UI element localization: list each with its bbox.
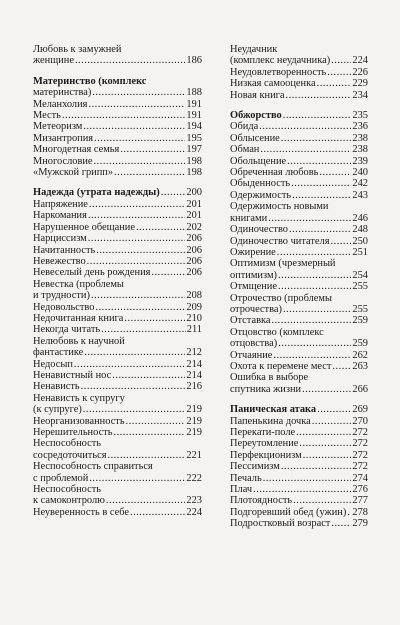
page-number: 272 bbox=[352, 449, 368, 461]
leader-dots bbox=[75, 55, 185, 66]
index-entry-line: Нелюбовь к научной bbox=[33, 335, 125, 347]
index-entry bbox=[33, 404, 202, 415]
leader-dots bbox=[96, 245, 185, 256]
leader-dots bbox=[289, 224, 351, 235]
index-entry bbox=[230, 190, 368, 201]
index-entry-label: Наркомания bbox=[33, 210, 87, 222]
leader-dots bbox=[303, 450, 352, 461]
index-entry bbox=[230, 507, 368, 518]
index-entry bbox=[33, 144, 202, 155]
leader-dots bbox=[87, 256, 186, 267]
index-entry-label: Невеселый день рождения bbox=[33, 267, 151, 279]
index-entry bbox=[33, 256, 202, 267]
leader-dots bbox=[281, 461, 352, 472]
index-group bbox=[230, 44, 368, 101]
index-entry-label: Метеоризм bbox=[33, 121, 83, 133]
index-entry bbox=[33, 359, 202, 370]
index-entry-label: Плач bbox=[230, 484, 253, 496]
leader-dots bbox=[91, 290, 186, 301]
index-entry-label: Ненависть bbox=[33, 381, 80, 393]
page-number: 201 bbox=[186, 198, 202, 210]
leader-dots bbox=[283, 110, 352, 121]
index-entry-label: Перфекционизм bbox=[230, 449, 302, 461]
index-entry-label: женщине bbox=[33, 55, 74, 67]
page-number: 198 bbox=[186, 155, 202, 167]
page-number: 239 bbox=[352, 155, 368, 167]
page-number: 251 bbox=[352, 246, 368, 258]
leader-dots bbox=[271, 315, 351, 326]
index-entry bbox=[33, 290, 202, 301]
index-entry-label: Ожирение bbox=[230, 246, 276, 258]
page-number: 224 bbox=[186, 506, 202, 518]
index-group bbox=[230, 404, 368, 529]
leader-dots bbox=[299, 438, 351, 449]
index-entry bbox=[33, 87, 202, 98]
index-entry-line: Одержимость новыми bbox=[230, 201, 329, 213]
index-entry bbox=[33, 416, 202, 427]
index-entry bbox=[33, 233, 202, 244]
index-entry-label: Напряжение bbox=[33, 198, 88, 210]
page-number: 278 bbox=[352, 506, 368, 518]
index-entry-label: Охота к перемене мест bbox=[230, 360, 332, 372]
leader-dots bbox=[331, 236, 352, 247]
leader-dots bbox=[287, 156, 351, 167]
index-entry-line: Ненависть к супругу bbox=[33, 392, 125, 404]
index-entry bbox=[33, 156, 202, 167]
index-entry bbox=[230, 338, 368, 349]
page-number: 238 bbox=[352, 144, 368, 156]
index-entry-line: Любовь к замужней bbox=[33, 44, 122, 55]
index-entry-label: Неорганизованность bbox=[33, 415, 125, 427]
page-number: 224 bbox=[352, 55, 368, 67]
page-number: 276 bbox=[352, 484, 368, 496]
leader-dots bbox=[94, 156, 186, 167]
page-number: 216 bbox=[186, 381, 202, 393]
leader-dots bbox=[88, 99, 185, 110]
leader-dots bbox=[327, 67, 351, 78]
page-number: 269 bbox=[352, 404, 368, 416]
leader-dots bbox=[74, 359, 186, 370]
index-entry-label: Обыденность bbox=[230, 178, 291, 190]
index-entry bbox=[230, 133, 368, 144]
index-entry-label: оптимизм) bbox=[230, 269, 277, 281]
index-entry bbox=[33, 110, 202, 121]
index-entry-label: Отчаяние bbox=[230, 349, 273, 361]
page-number: 191 bbox=[186, 110, 202, 122]
page-number: 243 bbox=[352, 189, 368, 201]
index-entry-label: Неуверенность в себе bbox=[33, 506, 129, 518]
index-entry-label: (к супруге) bbox=[33, 404, 82, 416]
index-entry bbox=[230, 484, 368, 495]
index-entry-label: Меланхолия bbox=[33, 98, 88, 110]
index-entry-label: с проблемой bbox=[33, 472, 89, 484]
index-entry-label: Обида bbox=[230, 121, 259, 133]
page-number: 210 bbox=[186, 312, 202, 324]
index-entry bbox=[230, 518, 368, 529]
index-entry-label: Неудовлетворенность bbox=[230, 66, 327, 78]
index-entry bbox=[33, 267, 202, 278]
index-entry bbox=[33, 167, 202, 178]
index-entry-label: Печаль bbox=[230, 472, 262, 484]
page-number: 209 bbox=[186, 301, 202, 313]
page-number: 188 bbox=[186, 87, 202, 99]
index-entry-label: (комплекс неудачника) bbox=[230, 55, 331, 67]
leader-dots bbox=[281, 133, 352, 144]
index-entry bbox=[230, 495, 368, 506]
page-number: 206 bbox=[186, 244, 202, 256]
index-entry bbox=[33, 76, 202, 87]
index-entry bbox=[230, 156, 368, 167]
leader-dots bbox=[317, 404, 351, 415]
index-group bbox=[33, 187, 202, 518]
index-entry bbox=[230, 90, 368, 101]
page-number: 254 bbox=[352, 269, 368, 281]
index-entry bbox=[230, 78, 368, 89]
page-number: 201 bbox=[186, 210, 202, 222]
index-entry-label: Облысение bbox=[230, 132, 280, 144]
index-column-left bbox=[33, 44, 202, 527]
leader-dots bbox=[263, 473, 352, 484]
leader-dots bbox=[107, 450, 185, 461]
index-entry-line: Неспособность bbox=[33, 438, 102, 450]
index-entry-label: к самоконтролю bbox=[33, 495, 105, 507]
index-entry-label: Переутомление bbox=[230, 438, 299, 450]
index-entry bbox=[230, 247, 368, 258]
page-number: 197 bbox=[186, 144, 202, 156]
index-entry-label: Недовольство bbox=[33, 301, 95, 313]
index-entry bbox=[33, 187, 202, 198]
page-number: 191 bbox=[186, 98, 202, 110]
leader-dots bbox=[278, 338, 351, 349]
page-number: 211 bbox=[186, 324, 202, 336]
index-entry-label: Нерешительность bbox=[33, 427, 113, 438]
page-number: 226 bbox=[352, 66, 368, 78]
page-number: 195 bbox=[186, 132, 202, 144]
page-number: 255 bbox=[352, 281, 368, 293]
index-entry-line: Неспособность справиться bbox=[33, 461, 153, 473]
index-entry-line: Неспособность bbox=[33, 484, 102, 496]
page-number: 214 bbox=[186, 358, 202, 370]
leader-dots bbox=[296, 427, 351, 438]
leader-dots bbox=[136, 222, 185, 233]
index-entry bbox=[33, 450, 202, 461]
index-entry-label: Многодетная семья bbox=[33, 144, 120, 156]
page-number: 272 bbox=[352, 427, 368, 438]
leader-dots bbox=[317, 78, 352, 89]
index-entry-label: Многословие bbox=[33, 155, 93, 167]
leader-dots bbox=[95, 302, 185, 313]
page-number: 238 bbox=[352, 132, 368, 144]
page-number: 222 bbox=[186, 472, 202, 484]
leader-dots bbox=[84, 347, 185, 358]
index-entry-label: Мизантропия bbox=[33, 132, 94, 144]
page-number: 270 bbox=[352, 415, 368, 427]
index-entry bbox=[230, 110, 368, 121]
index-entry-label: Обман bbox=[230, 144, 260, 156]
leader-dots bbox=[83, 121, 185, 132]
index-entry bbox=[230, 67, 368, 78]
index-entry bbox=[230, 281, 368, 292]
index-group bbox=[33, 44, 202, 67]
leader-dots bbox=[286, 90, 352, 101]
index-entry bbox=[230, 438, 368, 449]
index-entry bbox=[230, 416, 368, 427]
index-entry-label: Перекати-поле bbox=[230, 427, 296, 438]
index-entry bbox=[230, 350, 368, 361]
page-number: 250 bbox=[352, 235, 368, 247]
page-number: 279 bbox=[352, 518, 368, 530]
leader-dots bbox=[268, 213, 351, 224]
index-entry bbox=[33, 324, 202, 335]
page-number: 246 bbox=[352, 212, 368, 224]
index-entry-label: книгами bbox=[230, 212, 268, 224]
leader-dots bbox=[88, 233, 186, 244]
leader-dots bbox=[161, 187, 186, 198]
index-entry bbox=[230, 427, 368, 438]
index-entry bbox=[230, 167, 368, 178]
index-entry-label: Отставка bbox=[230, 315, 271, 327]
index-entry-label: Плотоядность bbox=[230, 495, 293, 507]
index-entry-label: фантастике bbox=[33, 347, 84, 359]
index-group bbox=[33, 76, 202, 179]
index-entry-label: Одиночество читателя bbox=[230, 235, 330, 247]
index-entry bbox=[230, 270, 368, 281]
index-entry bbox=[230, 315, 368, 326]
index-entry-label: Пессимизм bbox=[230, 461, 280, 473]
index-entry-label: Недосып bbox=[33, 358, 73, 370]
leader-dots bbox=[291, 178, 351, 189]
index-entry-line: Невестка (проблемы bbox=[33, 278, 124, 290]
page-number: 266 bbox=[352, 383, 368, 395]
index-entry bbox=[33, 99, 202, 110]
index-entry-label: Месть bbox=[33, 110, 61, 122]
leader-dots bbox=[83, 404, 186, 415]
leader-dots bbox=[332, 361, 351, 372]
page-number: 274 bbox=[352, 472, 368, 484]
index-entry bbox=[33, 302, 202, 313]
leader-dots bbox=[283, 304, 351, 315]
page-number: 200 bbox=[186, 187, 202, 199]
leader-dots bbox=[124, 313, 185, 324]
leader-dots bbox=[293, 495, 351, 506]
index-entry bbox=[33, 133, 202, 144]
leader-dots bbox=[302, 384, 351, 395]
page-number: 223 bbox=[186, 495, 202, 507]
page-number: 263 bbox=[352, 360, 368, 372]
page-number: 186 bbox=[186, 55, 202, 67]
leader-dots bbox=[120, 144, 185, 155]
index-entry-label: Обольщение bbox=[230, 155, 287, 167]
index-entry-label: Низкая самооценка bbox=[230, 78, 316, 90]
leader-dots bbox=[260, 144, 351, 155]
page-number: 206 bbox=[186, 255, 202, 267]
index-entry-label: Нарциссизм bbox=[33, 233, 87, 245]
index-entry-label: Обжорство bbox=[230, 110, 282, 122]
index-entry-label: отрочества) bbox=[230, 303, 282, 315]
leader-dots bbox=[259, 121, 351, 132]
index-entry-label: Подгоревший обед (ужин) bbox=[230, 506, 347, 518]
leader-dots bbox=[89, 199, 186, 210]
leader-dots bbox=[347, 507, 351, 518]
leader-dots bbox=[113, 427, 185, 438]
page-number: 240 bbox=[352, 167, 368, 179]
leader-dots bbox=[112, 370, 185, 381]
index-entry bbox=[33, 473, 202, 484]
index-group bbox=[230, 110, 368, 395]
index-entry bbox=[230, 224, 368, 235]
leader-dots bbox=[92, 87, 185, 98]
index-entry bbox=[33, 495, 202, 506]
index-entry bbox=[33, 427, 202, 438]
leader-dots bbox=[319, 167, 351, 178]
index-entry-line: Ошибка в выборе bbox=[230, 372, 309, 384]
page-number: 219 bbox=[186, 427, 202, 438]
leader-dots bbox=[94, 133, 185, 144]
index-entry bbox=[230, 473, 368, 484]
index-entry-line: Оптимизм (чрезмерный bbox=[230, 258, 336, 270]
page-number: 194 bbox=[186, 121, 202, 133]
page-number: 212 bbox=[186, 347, 202, 359]
index-entry-label: Отмщение bbox=[230, 281, 277, 293]
page-number: 255 bbox=[352, 303, 368, 315]
leader-dots bbox=[312, 416, 352, 427]
index-entry bbox=[33, 347, 202, 358]
index-entry-label: Паническая атака bbox=[230, 404, 317, 416]
leader-dots bbox=[331, 55, 351, 66]
index-entry-line: Неудачник bbox=[230, 44, 278, 55]
index-entry-label: Начитанность bbox=[33, 244, 96, 256]
page-number: 277 bbox=[352, 495, 368, 507]
index-entry bbox=[33, 381, 202, 392]
index-entry-label: отцовства) bbox=[230, 338, 278, 350]
leader-dots bbox=[253, 484, 351, 495]
leader-dots bbox=[106, 495, 185, 506]
index-entry bbox=[230, 450, 368, 461]
page-number: 235 bbox=[352, 110, 368, 122]
index-entry bbox=[230, 144, 368, 155]
page-number: 219 bbox=[186, 415, 202, 427]
page-number: 208 bbox=[186, 290, 202, 302]
index-entry bbox=[33, 199, 202, 210]
index-entry-label: спутника жизни bbox=[230, 383, 302, 395]
index-entry bbox=[230, 361, 368, 372]
page-number: 206 bbox=[186, 233, 202, 245]
page-number: 272 bbox=[352, 461, 368, 473]
page-number: 206 bbox=[186, 267, 202, 279]
page-number: 259 bbox=[352, 338, 368, 350]
leader-dots bbox=[277, 247, 352, 258]
leader-dots bbox=[278, 281, 351, 292]
index-entry bbox=[33, 370, 202, 381]
index-entry bbox=[230, 213, 368, 224]
index-entry bbox=[230, 236, 368, 247]
index-entry bbox=[33, 245, 202, 256]
leader-dots bbox=[62, 110, 186, 121]
leader-dots bbox=[292, 190, 351, 201]
index-entry bbox=[230, 178, 368, 189]
index-entry-label: Недочитанная книга bbox=[33, 312, 124, 324]
index-entry-label: Одержимость bbox=[230, 189, 292, 201]
index-entry-label: Некогда читать bbox=[33, 324, 101, 336]
leader-dots bbox=[89, 473, 185, 484]
leader-dots bbox=[101, 324, 186, 335]
index-entry-label: Нарушенное обещание bbox=[33, 221, 135, 233]
leader-dots bbox=[130, 507, 185, 518]
index-entry-label: Невежество bbox=[33, 255, 86, 267]
page-number: 272 bbox=[352, 438, 368, 450]
index-entry bbox=[230, 461, 368, 472]
page-number: 198 bbox=[186, 167, 202, 179]
page-number: 219 bbox=[186, 404, 202, 416]
page-number: 221 bbox=[186, 449, 202, 461]
index-entry-label: Новая книга bbox=[230, 89, 285, 101]
index-entry-label: сосредоточиться bbox=[33, 449, 107, 461]
leader-dots bbox=[114, 167, 185, 178]
index-entry bbox=[33, 313, 202, 324]
page-number: 234 bbox=[352, 89, 368, 101]
index-entry-label: Одиночество bbox=[230, 224, 288, 236]
index-entry bbox=[230, 121, 368, 132]
index-entry bbox=[230, 384, 368, 395]
index-entry-label: Ненавистный нос bbox=[33, 369, 112, 381]
leader-dots bbox=[88, 210, 186, 221]
index-entry bbox=[33, 210, 202, 221]
leader-dots bbox=[126, 416, 186, 427]
index-entry bbox=[33, 507, 202, 518]
index-entry-label: «Мужской грипп» bbox=[33, 167, 114, 179]
page-number: 202 bbox=[186, 221, 202, 233]
index-entry-line: Отцовство (комплекс bbox=[230, 326, 324, 338]
index-entry-label: Надежда (утрата надежды) bbox=[33, 187, 160, 199]
page-number: 229 bbox=[352, 78, 368, 90]
leader-dots bbox=[331, 518, 351, 529]
page-number: 242 bbox=[352, 178, 368, 190]
leader-dots bbox=[81, 381, 186, 392]
leader-dots bbox=[278, 270, 351, 281]
index-entry-label: Подростковый возраст bbox=[230, 518, 331, 530]
index-entry bbox=[230, 404, 368, 415]
index-column-right bbox=[230, 44, 368, 539]
index-entry bbox=[33, 121, 202, 132]
page-number: 214 bbox=[186, 369, 202, 381]
index-entry-label: Обреченная любовь bbox=[230, 167, 319, 179]
index-entry bbox=[230, 55, 368, 66]
page-number: 248 bbox=[352, 224, 368, 236]
page-number: 262 bbox=[352, 349, 368, 361]
leader-dots bbox=[273, 350, 351, 361]
index-entry-label: Материнство (комплекс bbox=[33, 75, 147, 87]
index-entry-label: и трудности) bbox=[33, 290, 90, 302]
index-entry bbox=[33, 222, 202, 233]
index-entry bbox=[33, 55, 202, 66]
index-entry-line: Отрочество (проблемы bbox=[230, 292, 332, 304]
index-entry-label: материнства) bbox=[33, 87, 92, 99]
index-entry-label: Папенькина дочка bbox=[230, 415, 311, 427]
leader-dots bbox=[151, 267, 185, 278]
page-number: 259 bbox=[352, 315, 368, 327]
index-entry bbox=[230, 304, 368, 315]
page-number: 236 bbox=[352, 121, 368, 133]
